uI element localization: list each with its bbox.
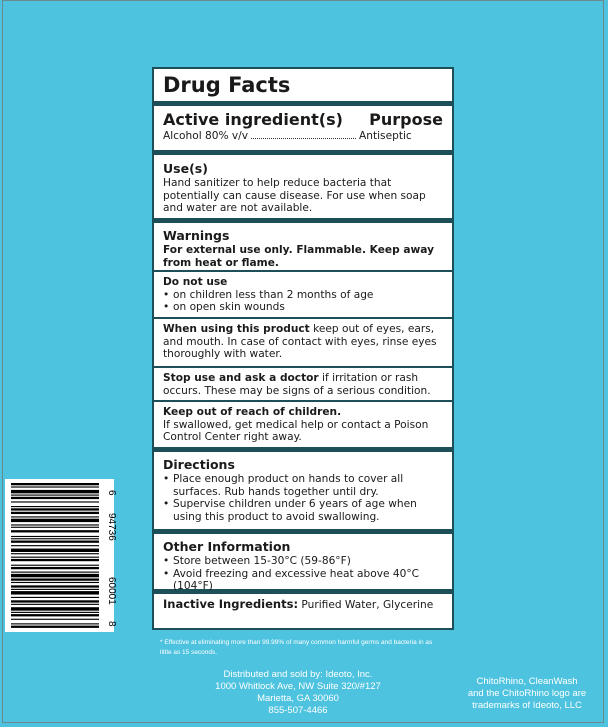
barcode-bar: [11, 549, 99, 552]
directions-heading: Directions: [163, 457, 235, 472]
do-not-use-section: [154, 272, 452, 317]
keep-out-text: If swallowed, get medical help or contact a Poison Control Center right away.: [163, 418, 429, 443]
barcode-bar: [11, 536, 99, 537]
barcode-bar: [11, 626, 99, 628]
barcode-bar: [11, 553, 99, 554]
stop-use-heading: Stop use and ask a doctor: [163, 372, 319, 384]
barcode-bar: [11, 589, 99, 590]
purpose-heading: Purpose: [369, 110, 443, 129]
upc-barcode: [5, 479, 117, 632]
distributor-line: Distributed and sold by: Ideoto, Inc.: [223, 669, 373, 680]
other-information-section: [154, 534, 452, 592]
barcode-bar: [11, 623, 99, 624]
barcode-bar: [11, 483, 99, 485]
barcode-bar: [11, 582, 99, 583]
directions-item: • Supervise children under 6 years of age when using this product to avoid swallowing.: [163, 498, 443, 523]
distributor-phone: 855-507-4466: [268, 705, 328, 716]
barcode-bar: [11, 508, 99, 510]
other-information-heading: Other Information: [163, 539, 291, 554]
keep-out-heading: Keep out of reach of children.: [163, 406, 342, 418]
barcode-bar: [11, 578, 99, 580]
active-ingredient-heading: Active ingredient(s): [163, 110, 343, 129]
trademark-notice: [452, 676, 602, 712]
barcode-bar: [11, 516, 99, 517]
when-using-heading: When using this product: [163, 323, 310, 335]
trademark-line: and the ChitoRhino logo are: [467, 688, 587, 699]
uses-text: Hand sanitizer to help reduce bacteria that potentially can cause disease. For use when soap and water are not available.: [163, 177, 426, 214]
barcode-bar: [11, 567, 99, 569]
barcode-bar: [11, 619, 99, 620]
ingredient-purpose: Antiseptic: [359, 130, 412, 142]
barcode-bar: [11, 559, 99, 561]
directions-section: [154, 452, 452, 529]
stop-use-text: if irritation or rash occurs. These may be signs of a serious condition.: [163, 372, 431, 397]
barcode-bar: [11, 607, 99, 610]
barcode-left-digit: 8: [106, 621, 117, 627]
barcode-bar: [11, 614, 99, 616]
barcode-bar: [11, 527, 99, 528]
barcode-bar: [11, 591, 99, 594]
do-not-use-item: • on children less than 2 months of age: [163, 289, 443, 302]
drug-facts-panel: [152, 67, 454, 630]
barcode-bar: [11, 557, 99, 558]
barcode-bar: [11, 565, 99, 566]
trademark-line: ChitoRhino, CleanWash: [476, 676, 578, 687]
dot-leader: [251, 130, 356, 139]
do-not-use-heading: Do not use: [163, 276, 228, 288]
directions-item: • Place enough product on hands to cover all surfaces. Rub hands together until dry.: [163, 473, 443, 498]
keep-out-of-reach-section: [154, 402, 452, 447]
barcode-bar: [11, 497, 99, 499]
uses-heading: Use(s): [163, 161, 208, 176]
barcode-bar: [11, 501, 99, 502]
barcode-bar: [11, 506, 99, 507]
do-not-use-item: • on open skin wounds: [163, 301, 443, 314]
inactive-ingredients-section: [154, 594, 452, 612]
barcode-bar: [11, 574, 99, 577]
barcode-bar: [11, 519, 99, 522]
other-information-item: • Avoid freezing and excessive heat above 40°C (104°F): [163, 568, 443, 593]
barcode-bar: [11, 572, 99, 573]
ingredient-name: Alcohol 80% v/v: [163, 130, 249, 142]
barcode-bar: [11, 612, 99, 613]
barcode-bar: [11, 512, 99, 514]
warnings-section: [154, 223, 452, 270]
drug-facts-title: Drug Facts: [163, 73, 291, 97]
uses-section: [154, 155, 452, 218]
barcode-bar: [11, 538, 99, 539]
footnote: * Effective at eliminating more than 99.99% of many common harmful germs and bacteria in as little as 15 seconds.: [160, 639, 433, 656]
barcode-bar: [11, 604, 99, 605]
warnings-text: For external use only. Flammable. Keep away from heat or flame.: [163, 244, 434, 269]
when-using-text: keep out of eyes, ears, and mouth. In case of contact with eyes, rinse eyes thoroughly with water.: [163, 323, 437, 360]
other-information-item: • Store between 15-30°C (59-86°F): [163, 555, 443, 568]
when-using-section: [154, 319, 452, 366]
distributor-address: 1000 Whitlock Ave, NW Suite 320/#127: [215, 681, 381, 692]
barcode-bar: [11, 545, 99, 546]
warnings-heading: Warnings: [163, 228, 230, 243]
barcode-group-1: 60001: [106, 577, 117, 605]
barcode-right-digit: 6: [106, 490, 117, 496]
barcode-bar: [11, 585, 99, 587]
barcode-bar: [11, 541, 99, 543]
active-ingredients-section: [154, 106, 452, 150]
barcode-bar: [11, 524, 99, 525]
barcode-bar: [11, 600, 99, 602]
barcode-bar: [11, 495, 99, 496]
inactive-ingredients-heading: Inactive Ingredients:: [163, 597, 299, 611]
barcode-bar: [11, 490, 99, 493]
barcode-graphic: [5, 479, 117, 632]
distributor-city: Marietta, GA 30060: [257, 693, 339, 704]
distributor-info: [170, 669, 426, 717]
barcode-bar: [11, 530, 99, 532]
stop-use-section: [154, 368, 452, 400]
trademark-line: trademarks of Ideoto, LLC: [472, 700, 582, 711]
barcode-bar: [11, 597, 99, 598]
inactive-ingredients-text: Purified Water, Glycerine: [298, 599, 434, 611]
barcode-bar: [11, 486, 99, 487]
barcode-group-2: 94736: [106, 513, 117, 541]
